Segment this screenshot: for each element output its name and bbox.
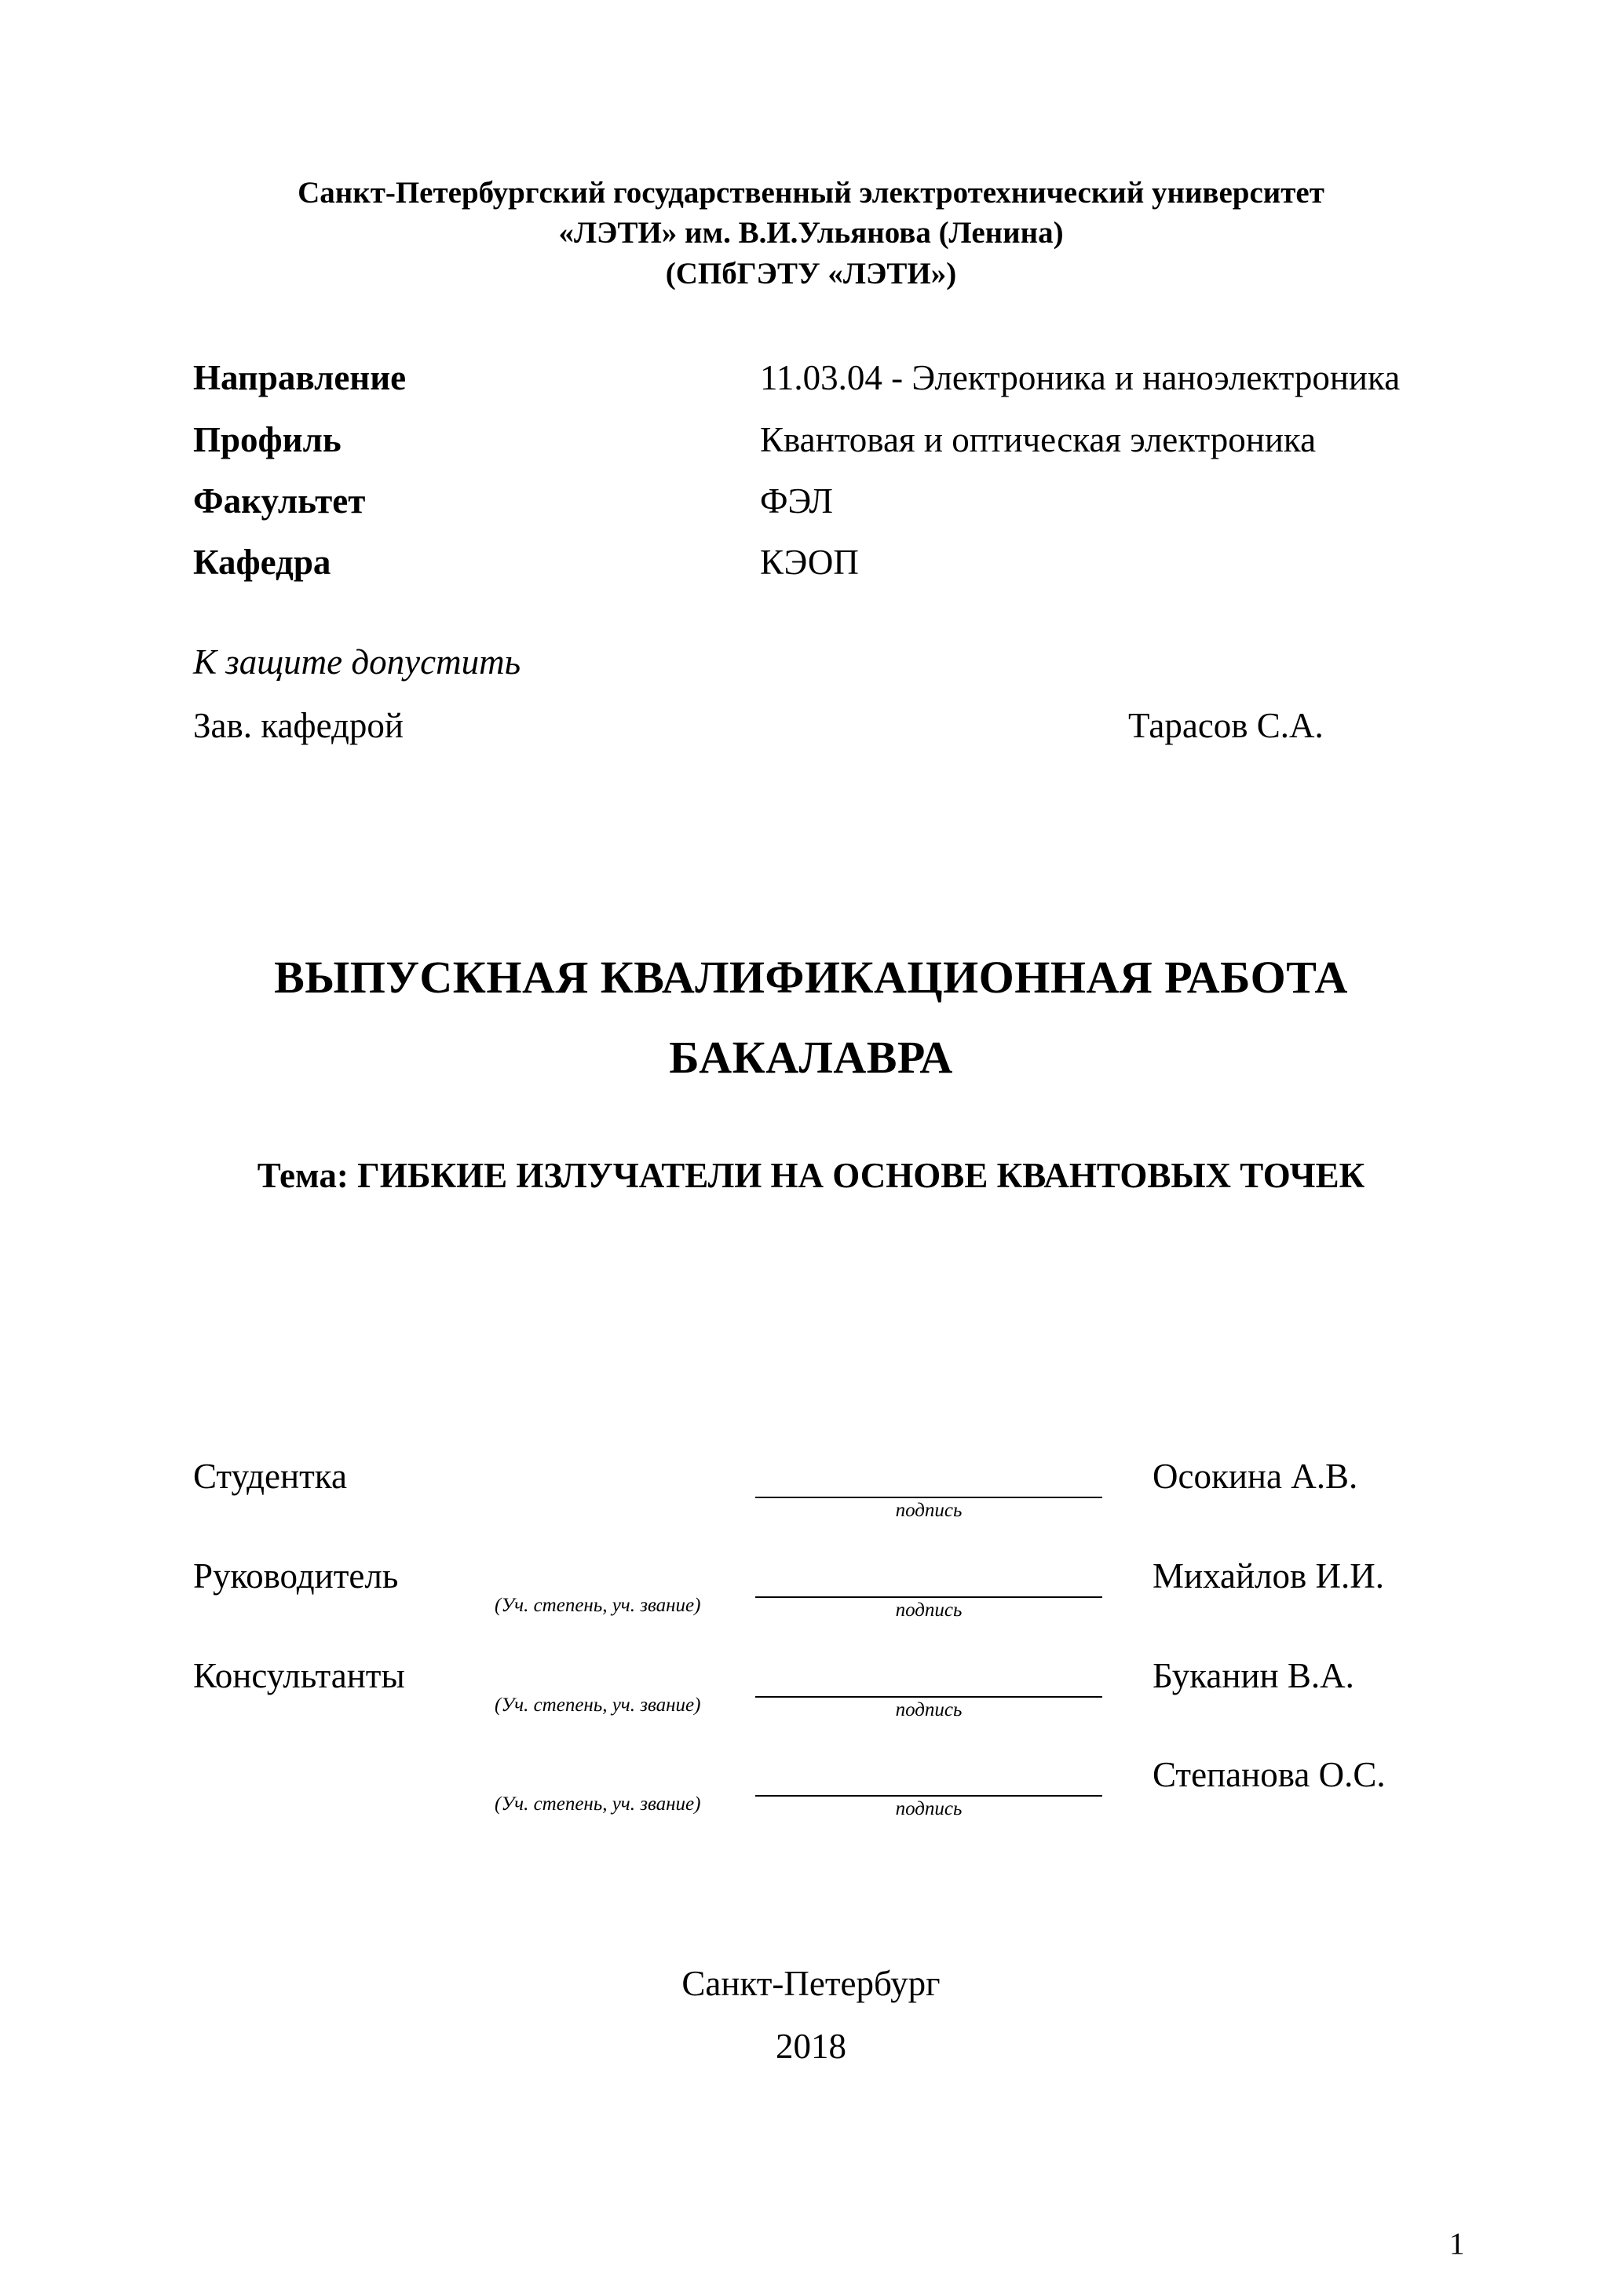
signature-line xyxy=(755,1497,1102,1498)
degree-caption: (Уч. степень, уч. звание) xyxy=(495,1793,701,1815)
signature-name: Осокина А.В. xyxy=(1153,1457,1358,1496)
degree-caption: (Уч. степень, уч. звание) xyxy=(495,1695,701,1716)
info-label-department: Кафедра xyxy=(193,543,331,582)
info-value-faculty: ФЭЛ xyxy=(760,481,833,521)
signature-name: Буканин В.А. xyxy=(1153,1656,1354,1695)
signature-name: Михайлов И.И. xyxy=(1153,1556,1385,1596)
info-label-direction: Направление xyxy=(193,358,407,397)
university-short-name: «ЛЭТИ» им. В.И.Ульянова (Ленина) xyxy=(558,216,1064,250)
document-title-degree: БАКАЛАВРА xyxy=(669,1032,953,1083)
document-title: ВЫПУСКНАЯ КВАЛИФИКАЦИОННАЯ РАБОТА xyxy=(274,952,1348,1003)
info-value-department: КЭОП xyxy=(760,543,859,582)
signature-caption: подпись xyxy=(895,1600,963,1621)
university-name: Санкт-Петербургский государственный электротехнический университет xyxy=(298,176,1324,210)
signature-role: Руководитель xyxy=(193,1556,399,1596)
approval-note: К защите допустить xyxy=(193,642,521,682)
info-label-faculty: Факультет xyxy=(193,481,366,521)
info-value-profile: Квантовая и оптическая электроника xyxy=(760,420,1317,459)
footer-year: 2018 xyxy=(776,2027,846,2066)
university-abbreviation: (СПбГЭТУ «ЛЭТИ») xyxy=(665,257,957,291)
signature-role: Студентка xyxy=(193,1457,347,1496)
signature-caption: подпись xyxy=(895,1500,963,1521)
signature-name: Степанова О.С. xyxy=(1153,1755,1386,1794)
signature-line xyxy=(755,1596,1102,1598)
info-value-direction: 11.03.04 - Электроника и наноэлектроника xyxy=(760,358,1401,397)
signature-caption: подпись xyxy=(895,1699,963,1720)
info-label-profile: Профиль xyxy=(193,420,342,459)
signature-role: Консультанты xyxy=(193,1656,405,1695)
signature-line xyxy=(755,1795,1102,1797)
signature-line xyxy=(755,1696,1102,1698)
document-topic: Тема: ГИБКИЕ ИЗЛУЧАТЕЛИ НА ОСНОВЕ КВАНТОВЫХ ТОЧЕК xyxy=(257,1156,1365,1195)
page-number: 1 xyxy=(1449,2227,1465,2261)
approval-position: Зав. кафедрой xyxy=(193,706,404,745)
degree-caption: (Уч. степень, уч. звание) xyxy=(495,1595,701,1616)
footer-city: Санкт-Петербург xyxy=(681,1964,941,2003)
signature-caption: подпись xyxy=(895,1798,963,1819)
approval-name: Тарасов С.А. xyxy=(1128,706,1324,745)
